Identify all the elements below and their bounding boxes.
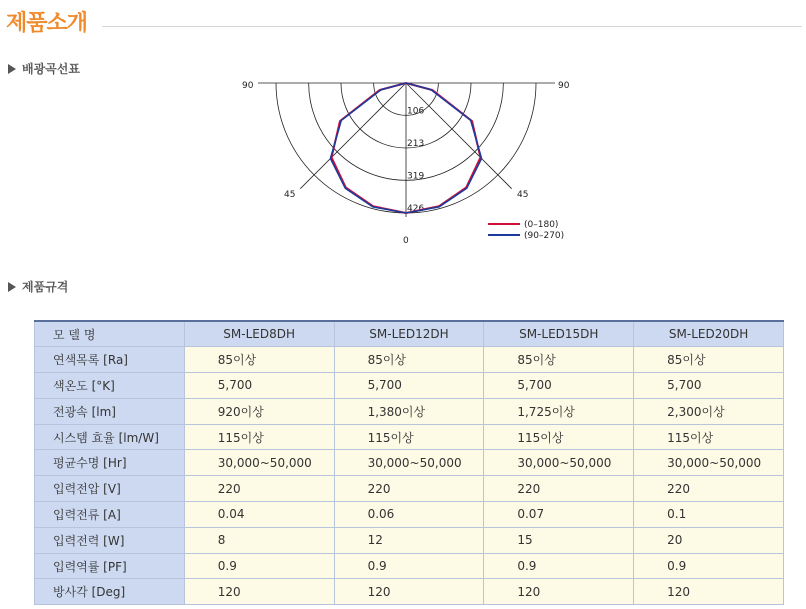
table-row bbox=[35, 347, 784, 373]
angle-label-0: 0 bbox=[403, 236, 409, 246]
spec-table bbox=[34, 320, 784, 605]
triangle-bullet-icon bbox=[8, 64, 16, 74]
angle-label-45-left: 45 bbox=[284, 190, 296, 200]
cell-value: 5,700 bbox=[334, 373, 484, 399]
row-label: 평균수명 [Hr] bbox=[35, 450, 185, 476]
triangle-bullet-icon bbox=[8, 282, 16, 292]
cell-value: 30,000~50,000 bbox=[484, 450, 634, 476]
section-heading-text: 제품규격 bbox=[22, 280, 69, 294]
cell-value: 115이상 bbox=[334, 424, 484, 450]
cell-value: 0.07 bbox=[484, 502, 634, 528]
row-label: 전광속 [lm] bbox=[35, 398, 185, 424]
cell-value: 220 bbox=[634, 476, 784, 502]
legend-label-90-270: (90–270) bbox=[524, 231, 565, 241]
cell-value: 85이상 bbox=[634, 347, 784, 373]
section-heading-distribution bbox=[8, 60, 80, 77]
ring-tick-label: 213 bbox=[407, 139, 425, 149]
legend-label-0-180: (0–180) bbox=[524, 220, 559, 230]
cell-value: 8 bbox=[184, 527, 334, 553]
row-label: 연색목록 [Ra] bbox=[35, 347, 185, 373]
cell-value: 0.9 bbox=[484, 553, 634, 579]
row-label: 입력전압 [V] bbox=[35, 476, 185, 502]
row-label: 색온도 [°K] bbox=[35, 373, 185, 399]
ring-tick-label: 319 bbox=[407, 171, 425, 182]
cell-value: 120 bbox=[334, 579, 484, 605]
cell-value: 30,000~50,000 bbox=[334, 450, 484, 476]
cell-value: 20 bbox=[634, 527, 784, 553]
header-model: SM-LED12DH bbox=[334, 321, 484, 347]
header-model-name: 모 델 명 bbox=[35, 321, 185, 347]
light-distribution-chart bbox=[230, 70, 580, 250]
table-row bbox=[35, 476, 784, 502]
cell-value: 30,000~50,000 bbox=[184, 450, 334, 476]
cell-value: 115이상 bbox=[184, 424, 334, 450]
cell-value: 30,000~50,000 bbox=[634, 450, 784, 476]
row-label: 입력전류 [A] bbox=[35, 502, 185, 528]
table-row bbox=[35, 424, 784, 450]
header-model: SM-LED15DH bbox=[484, 321, 634, 347]
cell-value: 0.1 bbox=[634, 502, 784, 528]
section-heading-specs bbox=[8, 278, 68, 295]
cell-value: 220 bbox=[184, 476, 334, 502]
spec-table-header-row bbox=[35, 321, 784, 347]
table-row bbox=[35, 398, 784, 424]
cell-value: 0.9 bbox=[184, 553, 334, 579]
angle-spoke bbox=[300, 83, 406, 189]
chart-legend bbox=[488, 220, 564, 241]
cell-value: 1,725이상 bbox=[484, 398, 634, 424]
table-row bbox=[35, 579, 784, 605]
cell-value: 85이상 bbox=[484, 347, 634, 373]
cell-value: 0.06 bbox=[334, 502, 484, 528]
cell-value: 1,380이상 bbox=[334, 398, 484, 424]
table-row bbox=[35, 553, 784, 579]
section-heading-text: 배광곡선표 bbox=[22, 62, 80, 76]
angle-label-45-right: 45 bbox=[517, 190, 529, 200]
cell-value: 220 bbox=[484, 476, 634, 502]
row-label: 시스템 효율 [lm/W] bbox=[35, 424, 185, 450]
table-row bbox=[35, 502, 784, 528]
page-title: 제품소개 bbox=[6, 11, 88, 36]
cell-value: 920이상 bbox=[184, 398, 334, 424]
header-model: SM-LED8DH bbox=[184, 321, 334, 347]
ring-tick-label: 106 bbox=[407, 106, 425, 117]
header-model: SM-LED20DH bbox=[634, 321, 784, 347]
row-label: 입력전력 [W] bbox=[35, 527, 185, 553]
cell-value: 0.9 bbox=[334, 553, 484, 579]
cell-value: 5,700 bbox=[484, 373, 634, 399]
cell-value: 120 bbox=[184, 579, 334, 605]
cell-value: 0.04 bbox=[184, 502, 334, 528]
cell-value: 85이상 bbox=[184, 347, 334, 373]
cell-value: 5,700 bbox=[634, 373, 784, 399]
row-label: 입력역률 [PF] bbox=[35, 553, 185, 579]
cell-value: 115이상 bbox=[484, 424, 634, 450]
cell-value: 115이상 bbox=[634, 424, 784, 450]
angle-label-90-right: 90 bbox=[558, 81, 570, 91]
cell-value: 2,300이상 bbox=[634, 398, 784, 424]
cell-value: 15 bbox=[484, 527, 634, 553]
cell-value: 220 bbox=[334, 476, 484, 502]
cell-value: 12 bbox=[334, 527, 484, 553]
cell-value: 120 bbox=[484, 579, 634, 605]
row-label: 방사각 [Deg] bbox=[35, 579, 185, 605]
table-row bbox=[35, 450, 784, 476]
ring-tick-label: 426 bbox=[407, 204, 425, 214]
cell-value: 5,700 bbox=[184, 373, 334, 399]
table-row bbox=[35, 373, 784, 399]
cell-value: 0.9 bbox=[634, 553, 784, 579]
angle-label-90-left: 90 bbox=[242, 81, 254, 91]
cell-value: 85이상 bbox=[334, 347, 484, 373]
table-row bbox=[35, 527, 784, 553]
title-divider bbox=[102, 26, 802, 27]
polar-grid bbox=[258, 83, 555, 217]
cell-value: 120 bbox=[634, 579, 784, 605]
